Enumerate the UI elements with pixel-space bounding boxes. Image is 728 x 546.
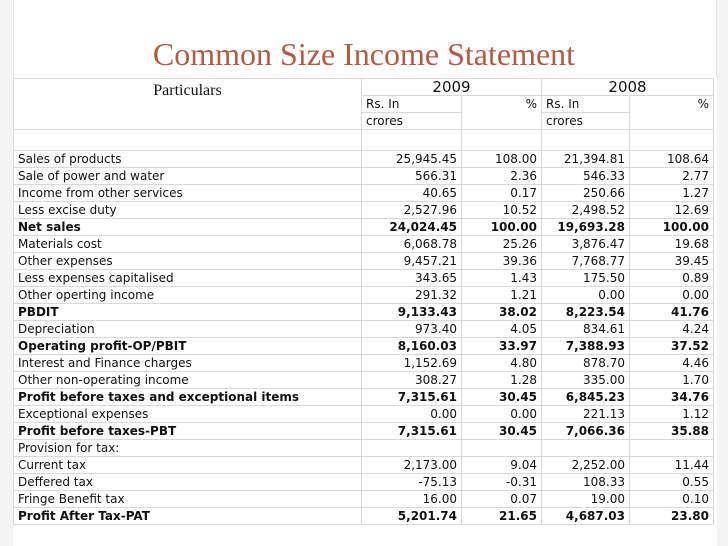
row-label: Materials cost xyxy=(14,236,362,253)
pct-2009: -0.31 xyxy=(462,474,542,491)
value-2009: 9,133.43 xyxy=(362,304,462,321)
row-label: Fringe Benefit tax xyxy=(14,491,362,508)
pct-2008: 35.88 xyxy=(630,423,714,440)
value-2009: 566.31 xyxy=(362,168,462,185)
row-label: Less expenses capitalised xyxy=(14,270,362,287)
table-row xyxy=(14,338,714,355)
pct-2009: 38.02 xyxy=(462,304,542,321)
table-row xyxy=(14,423,714,440)
pct-2009: 1.28 xyxy=(462,372,542,389)
table-row xyxy=(14,406,714,423)
table-row xyxy=(14,389,714,406)
pct-2008-header: % xyxy=(630,96,714,130)
value-2008: 834.61 xyxy=(542,321,630,338)
value-2008: 2,252.00 xyxy=(542,457,630,474)
pct-2008: 100.00 xyxy=(630,219,714,236)
value-2009: 16.00 xyxy=(362,491,462,508)
table-row xyxy=(14,491,714,508)
table-row xyxy=(14,219,714,236)
row-label: Interest and Finance charges xyxy=(14,355,362,372)
table-row xyxy=(14,457,714,474)
table-row xyxy=(14,372,714,389)
value-2008: 546.33 xyxy=(542,168,630,185)
pct-2009: 10.52 xyxy=(462,202,542,219)
value-2009: 2,173.00 xyxy=(362,457,462,474)
table-row xyxy=(14,304,714,321)
table-row xyxy=(14,321,714,338)
table-row xyxy=(14,508,714,525)
income-statement-table xyxy=(13,78,714,525)
pct-2009: 1.43 xyxy=(462,270,542,287)
value-2009: 2,527.96 xyxy=(362,202,462,219)
value-2008: 250.66 xyxy=(542,185,630,202)
value-2009: -75.13 xyxy=(362,474,462,491)
value-2008: 21,394.81 xyxy=(542,151,630,168)
pct-2009: 0.00 xyxy=(462,406,542,423)
table-row xyxy=(14,270,714,287)
row-label: Net sales xyxy=(14,219,362,236)
value-2009: 308.27 xyxy=(362,372,462,389)
value-2009: 40.65 xyxy=(362,185,462,202)
row-label: PBDIT xyxy=(14,304,362,321)
value-2008: 8,223.54 xyxy=(542,304,630,321)
value-2009: 8,160.03 xyxy=(362,338,462,355)
table-row xyxy=(14,236,714,253)
pct-2009: 4.05 xyxy=(462,321,542,338)
pct-2008 xyxy=(630,440,714,457)
unit-2008-line2: crores xyxy=(542,113,630,130)
pct-2008: 19.68 xyxy=(630,236,714,253)
year-2008-header: 2008 xyxy=(542,79,714,96)
pct-2008: 12.69 xyxy=(630,202,714,219)
pct-2008: 39.45 xyxy=(630,253,714,270)
row-label: Less excise duty xyxy=(14,202,362,219)
pct-2009: 25.26 xyxy=(462,236,542,253)
value-2008: 4,687.03 xyxy=(542,508,630,525)
value-2008: 0.00 xyxy=(542,287,630,304)
table-row xyxy=(14,474,714,491)
pct-2008: 23.80 xyxy=(630,508,714,525)
pct-2009: 9.04 xyxy=(462,457,542,474)
unit-2009-line1: Rs. In xyxy=(362,96,462,113)
pct-2008: 0.89 xyxy=(630,270,714,287)
year-2009-header: 2009 xyxy=(362,79,542,96)
value-2009: 343.65 xyxy=(362,270,462,287)
unit-2009-line2: crores xyxy=(362,113,462,130)
value-2009: 291.32 xyxy=(362,287,462,304)
pct-2008: 0.55 xyxy=(630,474,714,491)
right-margin xyxy=(716,0,728,546)
left-margin xyxy=(0,0,14,546)
pct-2009-header: % xyxy=(462,96,542,130)
spreadsheet xyxy=(13,78,717,546)
pct-2009: 2.36 xyxy=(462,168,542,185)
row-label: Profit before taxes-PBT xyxy=(14,423,362,440)
pct-2008: 0.10 xyxy=(630,491,714,508)
pct-2009: 0.07 xyxy=(462,491,542,508)
value-2008: 19,693.28 xyxy=(542,219,630,236)
value-2008: 335.00 xyxy=(542,372,630,389)
pct-2008: 0.00 xyxy=(630,287,714,304)
row-label: Exceptional expenses xyxy=(14,406,362,423)
row-label: Current tax xyxy=(14,457,362,474)
pct-2008: 2.77 xyxy=(630,168,714,185)
pct-2008: 108.64 xyxy=(630,151,714,168)
pct-2009: 1.21 xyxy=(462,287,542,304)
pct-2009: 0.17 xyxy=(462,185,542,202)
table-row xyxy=(14,287,714,304)
table-row xyxy=(14,355,714,372)
value-2009 xyxy=(362,440,462,457)
value-2008: 175.50 xyxy=(542,270,630,287)
value-2008: 19.00 xyxy=(542,491,630,508)
pct-2009: 39.36 xyxy=(462,253,542,270)
value-2008: 2,498.52 xyxy=(542,202,630,219)
value-2008: 7,768.77 xyxy=(542,253,630,270)
pct-2008: 4.46 xyxy=(630,355,714,372)
pct-2008: 34.76 xyxy=(630,389,714,406)
table-row xyxy=(14,253,714,270)
value-2009: 7,315.61 xyxy=(362,423,462,440)
pct-2008: 1.27 xyxy=(630,185,714,202)
value-2008: 6,845.23 xyxy=(542,389,630,406)
table-body xyxy=(14,151,714,525)
row-label: Other operting income xyxy=(14,287,362,304)
pct-2009 xyxy=(462,440,542,457)
value-2008: 221.13 xyxy=(542,406,630,423)
pct-2009: 4.80 xyxy=(462,355,542,372)
table-row xyxy=(14,440,714,457)
spacer-row xyxy=(14,130,714,151)
page-title: Common Size Income Statement xyxy=(152,36,576,72)
table-row xyxy=(14,185,714,202)
row-label: Depreciation xyxy=(14,321,362,338)
value-2009: 1,152.69 xyxy=(362,355,462,372)
table-row xyxy=(14,202,714,219)
pct-2008: 11.44 xyxy=(630,457,714,474)
pct-2009: 100.00 xyxy=(462,219,542,236)
value-2009: 25,945.45 xyxy=(362,151,462,168)
value-2009: 6,068.78 xyxy=(362,236,462,253)
particulars-header: Particulars xyxy=(14,79,362,130)
value-2009: 7,315.61 xyxy=(362,389,462,406)
row-label: Operating profit-OP/PBIT xyxy=(14,338,362,355)
value-2009: 9,457.21 xyxy=(362,253,462,270)
value-2008: 878.70 xyxy=(542,355,630,372)
value-2009: 0.00 xyxy=(362,406,462,423)
row-label: Income from other services xyxy=(14,185,362,202)
row-label: Provision for tax: xyxy=(14,440,362,457)
value-2008 xyxy=(542,440,630,457)
table-row xyxy=(14,168,714,185)
row-label: Other non-operating income xyxy=(14,372,362,389)
pct-2009: 33.97 xyxy=(462,338,542,355)
pct-2008: 37.52 xyxy=(630,338,714,355)
value-2009: 973.40 xyxy=(362,321,462,338)
value-2009: 5,201.74 xyxy=(362,508,462,525)
table-row xyxy=(14,151,714,168)
row-label: Profit After Tax-PAT xyxy=(14,508,362,525)
pct-2008: 41.76 xyxy=(630,304,714,321)
pct-2008: 1.12 xyxy=(630,406,714,423)
value-2008: 7,388.93 xyxy=(542,338,630,355)
pct-2008: 4.24 xyxy=(630,321,714,338)
row-label: Other expenses xyxy=(14,253,362,270)
pct-2008: 1.70 xyxy=(630,372,714,389)
value-2008: 108.33 xyxy=(542,474,630,491)
row-label: Sales of products xyxy=(14,151,362,168)
value-2008: 7,066.36 xyxy=(542,423,630,440)
unit-2008-line1: Rs. In xyxy=(542,96,630,113)
value-2009: 24,024.45 xyxy=(362,219,462,236)
value-2008: 3,876.47 xyxy=(542,236,630,253)
row-label: Profit before taxes and exceptional items xyxy=(14,389,362,406)
pct-2009: 21.65 xyxy=(462,508,542,525)
pct-2009: 30.45 xyxy=(462,389,542,406)
pct-2009: 30.45 xyxy=(462,423,542,440)
pct-2009: 108.00 xyxy=(462,151,542,168)
row-label: Deffered tax xyxy=(14,474,362,491)
year-header-row xyxy=(14,79,714,96)
row-label: Sale of power and water xyxy=(14,168,362,185)
